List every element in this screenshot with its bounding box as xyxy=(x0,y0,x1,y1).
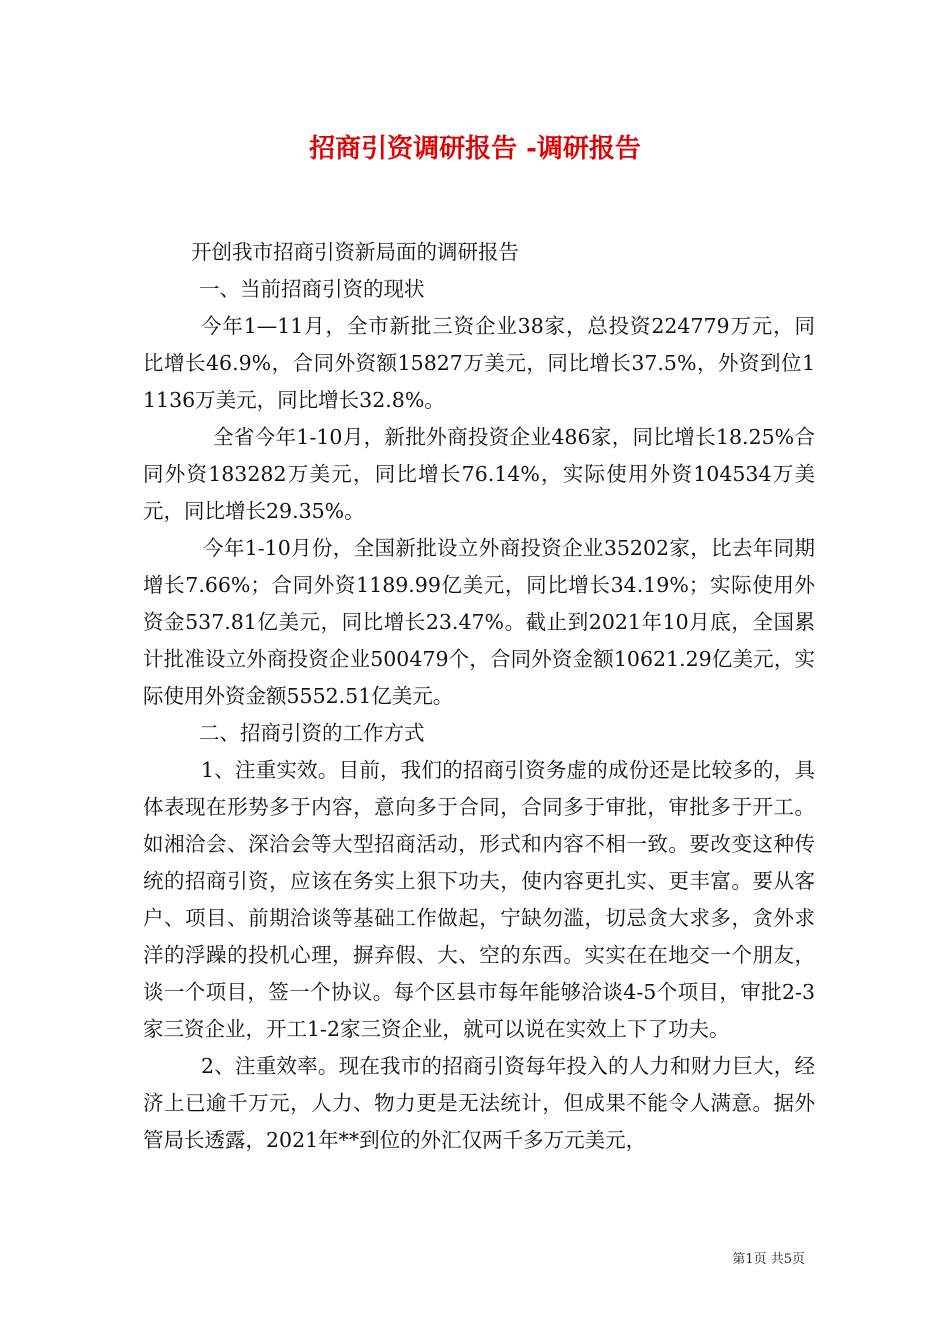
section-heading: 一、当前招商引资的现状 xyxy=(199,277,425,301)
document-body xyxy=(143,234,815,1159)
paragraph: 今年1—11月，全市新批三资企业38家，总投资224779万元，同比增长46.9%，合同外资额15827万美元，同比增长37.5%，外资到位11136万美元，同比增长32.8%。 xyxy=(143,314,815,412)
section-heading: 二、招商引资的工作方式 xyxy=(199,721,425,745)
paragraph: 今年1-10月份，全国新批设立外商投资企业35202家，比去年同期增长7.66%；合同外资1189.99亿美元，同比增长34.19%；实际使用外资金537.81亿美元，同比增长23.47%。截止到2021年10月底，全国累计批准设立外商投资企业500479个，合同外资金额10621.29亿美元，实际使用外资金额5552.51亿美元。 xyxy=(143,536,815,708)
page-number: 第1页 共5页 xyxy=(732,1252,805,1267)
report-subtitle: 开创我市招商引资新局面的调研报告 xyxy=(191,240,519,264)
page-title: 招商引资调研报告 -调研报告 xyxy=(309,134,641,164)
paragraph: 2、注重效率。现在我市的招商引资每年投入的人力和财力巨大，经济上已逾千万元，人力、物力更是无法统计，但成果不能令人满意。据外管局长透露，2021年**到位的外汇仅两千多万元美元， xyxy=(143,1054,815,1152)
paragraph: 1、注重实效。目前，我们的招商引资务虚的成份还是比较多的，具体表现在形势多于内容，意向多于合同，合同多于审批，审批多于开工。如湘洽会、深洽会等大型招商活动，形式和内容不相一致。要改变这种传统的招商引资，应该在务实上狠下功夫，使内容更扎实、更丰富。要从客户、项目、前期洽谈等基础工作做起，宁缺勿滥，切忌贪大求多，贪外求洋的浮躁的投机心理，摒弃假、大、空的东西。实实在在地交一个朋友，谈一个项目，签一个协议。每个区县市每年能够洽谈4-5个项目，审批2-3家三资企业，开工1-2家三资企业，就可以说在实效上下了功夫。 xyxy=(143,758,815,1041)
paragraph: 全省今年1-10月，新批外商投资企业486家，同比增长18.25%合同外资183282万美元，同比增长76.14%，实际使用外资104534万美元，同比增长29.35%。 xyxy=(143,425,815,523)
